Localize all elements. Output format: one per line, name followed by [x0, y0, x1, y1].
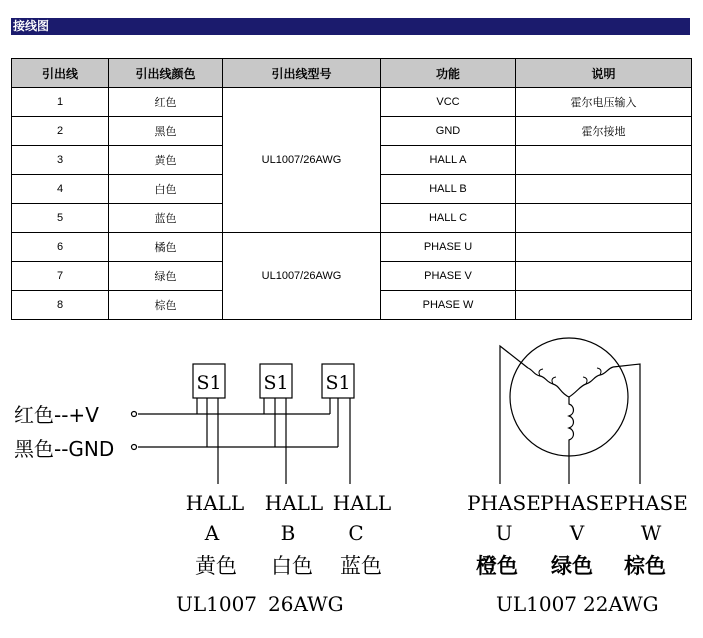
hall-c-word: HALL	[332, 491, 392, 515]
lead-note: 霍尔接地	[516, 117, 692, 146]
lead-number: 2	[12, 117, 109, 146]
lead-function: PHASE U	[381, 233, 516, 262]
lead-function: VCC	[381, 88, 516, 117]
lead-color: 黄色	[109, 146, 223, 175]
lead-color: 橘色	[109, 233, 223, 262]
phase-w-letter: W	[640, 521, 662, 545]
motor-winding-diagram	[500, 338, 640, 484]
hall-c-color: 蓝色	[340, 554, 382, 578]
motor-wire-spec-right: 22AWG	[583, 592, 659, 616]
phase-v-color: 绿色	[551, 554, 593, 578]
lead-number: 7	[12, 262, 109, 291]
hall-b-color: 白色	[271, 554, 313, 578]
header-note: 说明	[516, 59, 692, 88]
lead-number: 3	[12, 146, 109, 175]
header-lead-model: 引出线型号	[223, 59, 381, 88]
phase-u-word: PHASE	[467, 491, 541, 515]
phase-u-color: 橙色	[476, 554, 518, 578]
sensor-label-b: S1	[263, 372, 289, 394]
phase-u-wire	[500, 346, 528, 484]
lead-number: 4	[12, 175, 109, 204]
lead-color: 白色	[109, 175, 223, 204]
hall-a-word: HALL	[185, 491, 245, 515]
lead-color: 绿色	[109, 262, 223, 291]
hall-a-letter: A	[204, 521, 220, 545]
hall-c-letter: C	[348, 521, 364, 545]
lead-note: 霍尔电压输入	[516, 88, 692, 117]
motor-wire-spec-left: UL1007	[496, 592, 578, 616]
header-lead-number: 引出线	[12, 59, 109, 88]
header-function: 功能	[381, 59, 516, 88]
lead-function: HALL B	[381, 175, 516, 204]
hall-b-word: HALL	[264, 491, 324, 515]
lead-color: 红色	[109, 88, 223, 117]
lead-color: 黑色	[109, 117, 223, 146]
phase-w-word: PHASE	[614, 491, 688, 515]
sensor-label-c: S1	[325, 372, 351, 394]
hall-a-color: 黄色	[195, 554, 237, 578]
sensor-label-a: S1	[196, 372, 222, 394]
lead-function: PHASE V	[381, 262, 516, 291]
lead-model: UL1007/26AWG	[223, 88, 381, 233]
phase-w-color: 棕色	[624, 554, 666, 578]
lead-number: 5	[12, 204, 109, 233]
lead-function: HALL C	[381, 204, 516, 233]
lead-number: 6	[12, 233, 109, 262]
hall-b-letter: B	[280, 521, 296, 545]
hall-wire-spec-left: UL1007	[176, 592, 258, 616]
hall-sensor-diagram	[132, 364, 355, 484]
lead-function: PHASE W	[381, 291, 516, 320]
header-lead-color: 引出线颜色	[109, 59, 223, 88]
lead-color: 蓝色	[109, 204, 223, 233]
power-ground-label: 黑色--GND	[14, 437, 115, 461]
section-title: 接线图	[13, 19, 50, 33]
phase-v-word: PHASE	[540, 491, 614, 515]
lead-color: 棕色	[109, 291, 223, 320]
phase-u-letter: U	[495, 521, 513, 545]
phase-v-letter: V	[569, 521, 585, 545]
lead-number: 1	[12, 88, 109, 117]
gnd-terminal-icon	[132, 445, 137, 450]
power-positive-label: 红色--+V	[14, 403, 99, 427]
lead-function: GND	[381, 117, 516, 146]
lead-function: HALL A	[381, 146, 516, 175]
hall-wire-spec-right: 26AWG	[268, 592, 344, 616]
lead-model: UL1007/26AWG	[223, 233, 381, 320]
vcc-terminal-icon	[132, 412, 137, 417]
lead-number: 8	[12, 291, 109, 320]
